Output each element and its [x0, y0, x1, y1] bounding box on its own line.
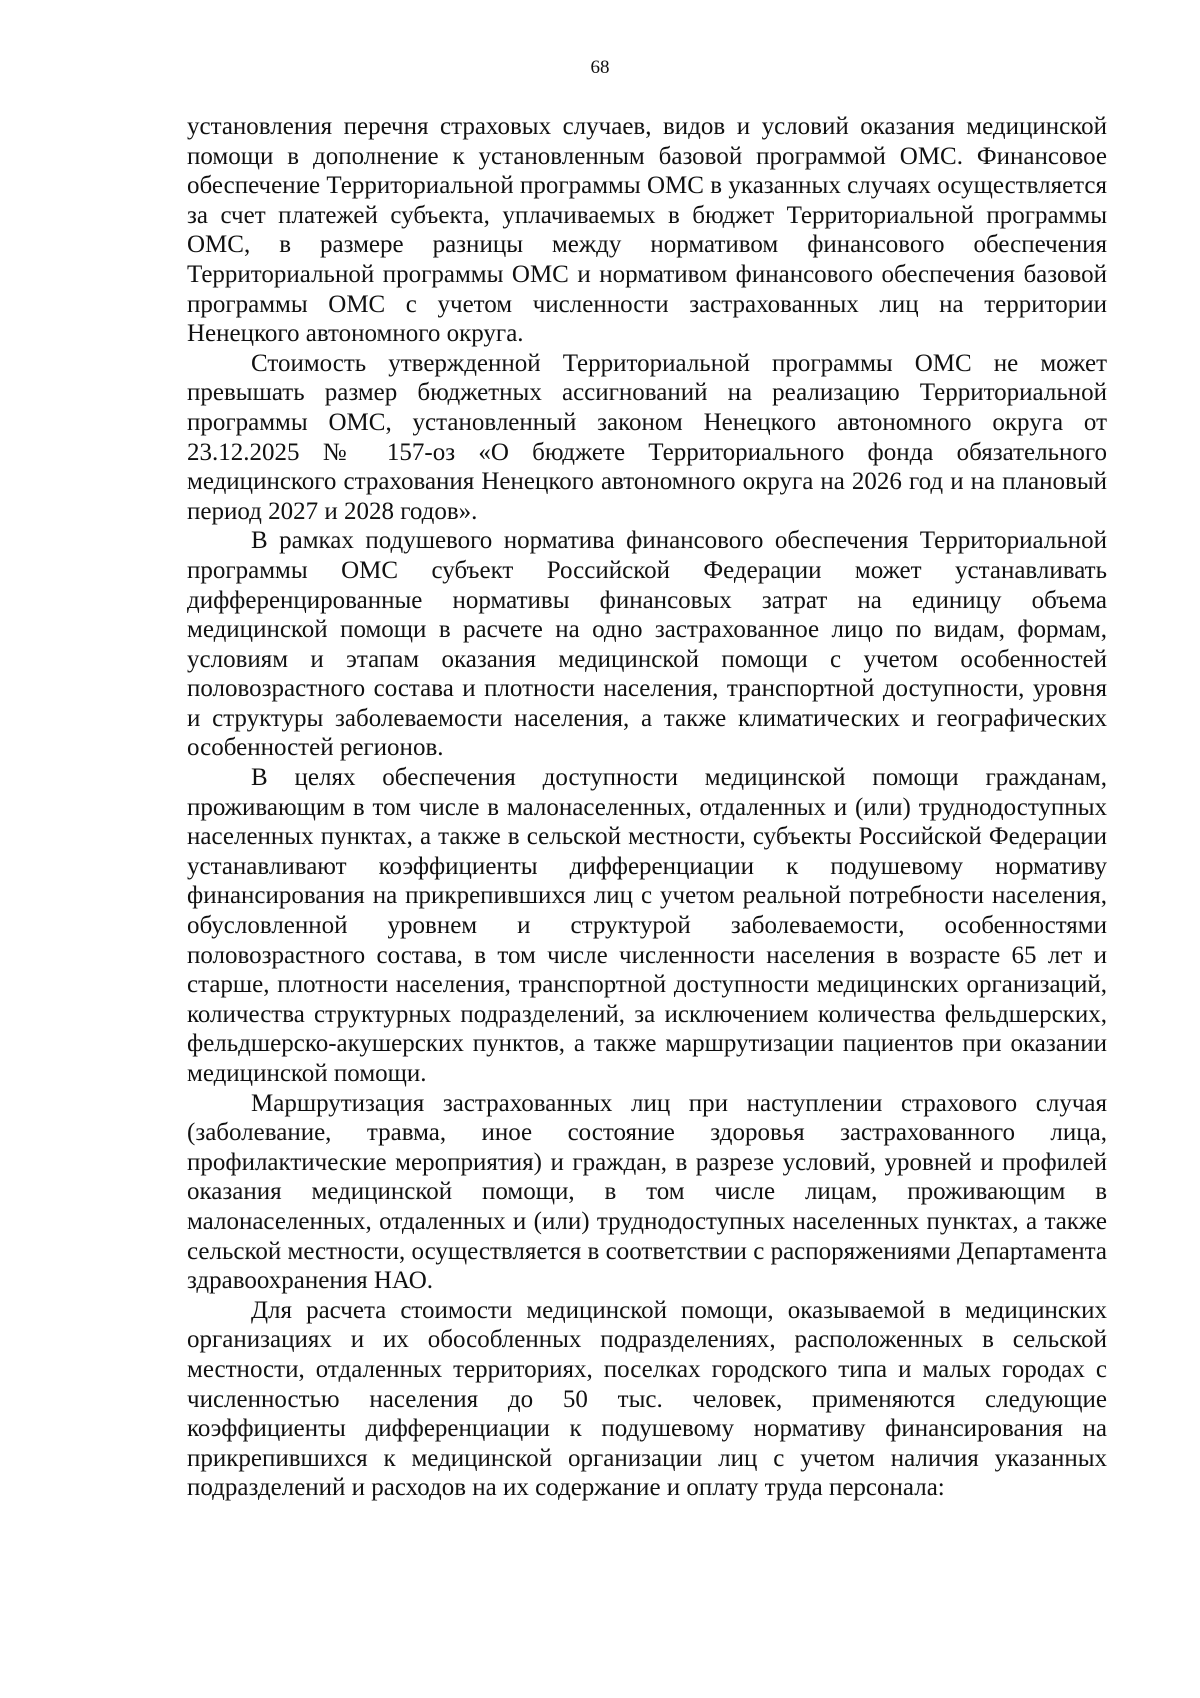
- paragraph-patient-routing: Маршрутизация застрахованных лиц при наступлении страхового случая (заболевание, травма, иное состояние здоровья застрахованного лица, профилактические мероприятия) и граждан, в разрезе условий, уровней и профилей оказания медицинской помощи, в том числе лицам, проживающим в малонаселенных, отдаленных и (или) труднодоступных населенных пунктах, а также сельской местности, осуществляется в соответствии с распоряжениями Департамента здравоохранения НАО.: [187, 1089, 1107, 1295]
- paragraph-continuation: установления перечня страховых случаев, видов и условий оказания медицинской помощи в дополнение к установленным базовой программой ОМС. Финансовое обеспечение Территориальной программы ОМС в указанных случаях осуществляется за счет платежей субъекта, уплачиваемых в бюджет Территориальной программы ОМС, в размере разницы между нормативом финансового обеспечения Территориальной программы ОМС и нормативом финансового обеспечения базовой программы ОМС с учетом численности застрахованных лиц на территории Ненецкого автономного округа.: [187, 113, 1107, 348]
- paragraph-differentiated-norms: В рамках подушевого норматива финансового обеспечения Территориальной программы ОМС субъект Российской Федерации может устанавливать дифференцированные нормативы финансовых затрат на единицу объема медицинской помощи в расчете на одно застрахованное лицо по видам, формам, условиям и этапам оказания медицинской помощи с учетом особенностей половозрастного состава и плотности населения, транспортной доступности, уровня и структуры заболеваемости населения, а также климатических и географических особенностей регионов.: [187, 527, 1107, 762]
- paragraph-differentiation-coefficients: В целях обеспечения доступности медицинской помощи гражданам, проживающим в том числе в малонаселенных, отдаленных и (или) труднодоступных населенных пунктах, а также в сельской местности, субъекты Российской Федерации устанавливают коэффициенты дифференциации к подушевому нормативу финансирования на прикрепившихся лиц с учетом реальной потребности населения, обусловленной уровнем и структурой заболеваемости, особенностями половозрастного состава, в том числе численности населения в возрасте 65 лет и старше, плотности населения, транспортной доступности медицинских организаций, количества структурных подразделений, за исключением количества фельдшерских, фельдшерско-акушерских пунктов, а также маршрутизации пациентов при оказании медицинской помощи.: [187, 764, 1107, 1087]
- paragraph-cost-calculation: Для расчета стоимости медицинской помощи, оказываемой в медицинских организациях и их обособленных подразделениях, расположенных в сельской местности, отдаленных территориях, поселках городского типа и малых городах с численностью населения до 50 тыс. человек, применяются следующие коэффициенты дифференциации к подушевому нормативу финансирования на прикрепившихся к медицинской организации лиц с учетом наличия указанных подразделений и расходов на их содержание и оплату труда персонала:: [187, 1296, 1107, 1502]
- paragraph-program-cost: Стоимость утвержденной Территориальной программы ОМС не может превышать размер бюджетных ассигнований на реализацию Территориальной программы ОМС, установленный законом Ненецкого автономного округа от 23.12.2025 № 157-оз «О бюджете Территориального фонда обязательного медицинского страхования Ненецкого автономного округа на 2026 год и на плановый период 2027 и 2028 годов».: [187, 349, 1107, 525]
- document-body: [187, 112, 1107, 1503]
- page-number: 68: [590, 57, 610, 78]
